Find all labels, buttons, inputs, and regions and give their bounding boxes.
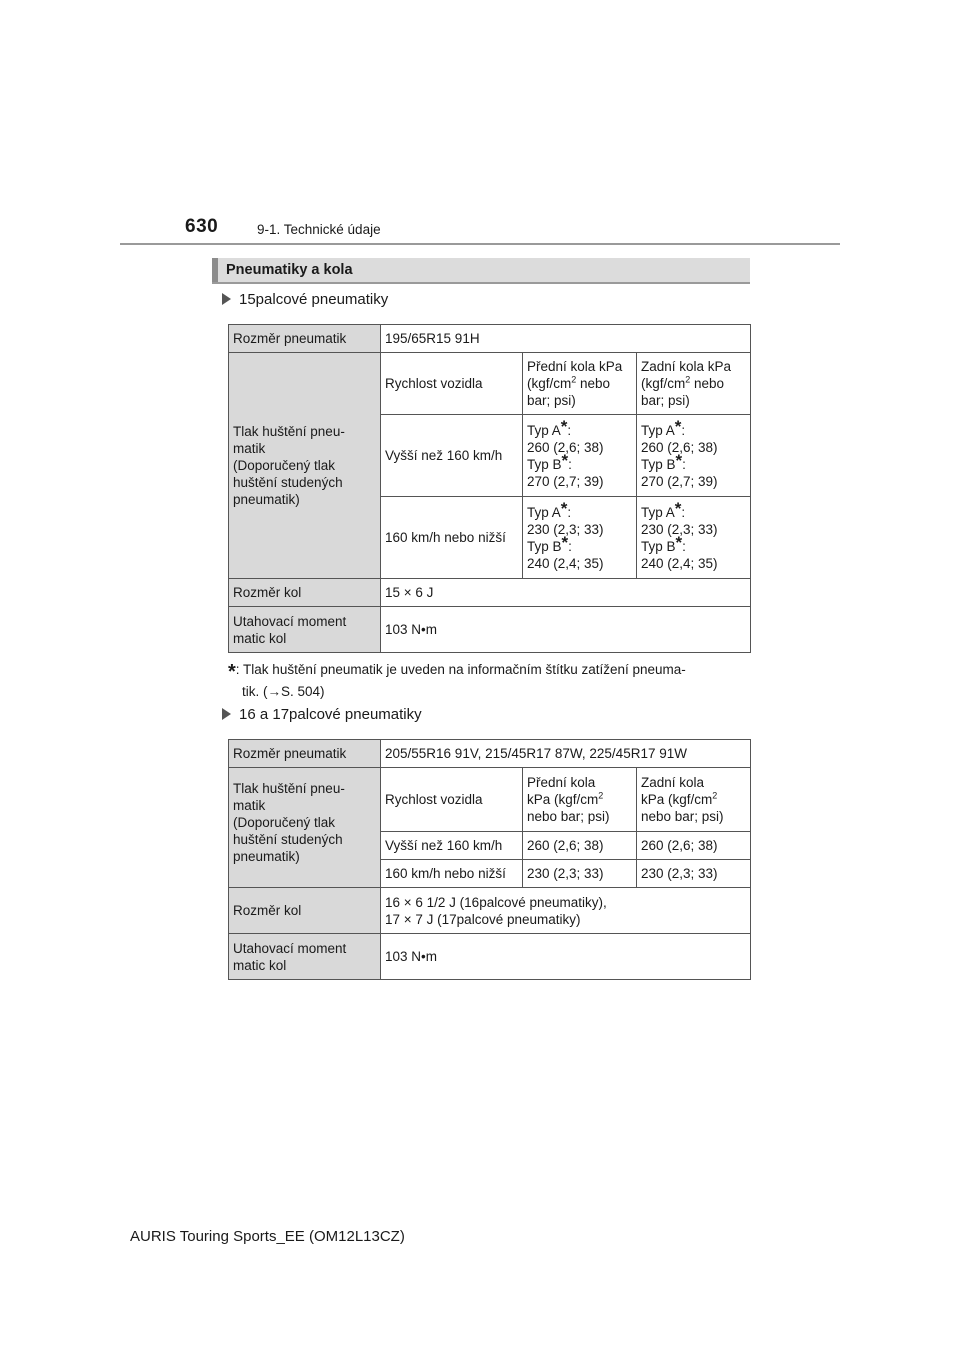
page-number: 630 (185, 216, 219, 237)
table-row (229, 888, 751, 934)
asterisk-mark: * (561, 532, 569, 552)
table-row (229, 353, 751, 415)
asterisk-mark: * (674, 498, 682, 518)
speed-column-header: Rychlost vozidla (381, 353, 523, 415)
header-line: Zadní kola (641, 775, 705, 790)
section-title: Pneumatiky a kola (226, 262, 353, 278)
asterisk-mark: * (561, 450, 569, 470)
header-line (641, 375, 746, 392)
type-label: Typ A (527, 422, 561, 438)
wheel-size-line: 16 × 6 1/2 J (16palcové pneumatiky), (385, 894, 607, 910)
type-label: Typ B (527, 456, 562, 472)
type-label: Typ A (527, 504, 561, 520)
pressure-value: 240 (2,4; 35) (641, 555, 718, 571)
type-label: Typ A (641, 504, 675, 520)
wheel-size-line: 17 × 7 J (17palcové pneumatiky) (385, 911, 581, 927)
footnote-asterisk: * (228, 661, 236, 683)
torque-value: 103 N•m (381, 934, 751, 980)
asterisk-mark: * (560, 498, 568, 518)
rear-low-pressure: 230 (2,3; 33) (637, 860, 751, 888)
header-line: nebo bar; psi) (527, 809, 610, 824)
asterisk-mark: * (674, 416, 682, 436)
superscript: 2 (598, 790, 604, 801)
front-column-header (523, 353, 637, 415)
type-line: Typ B*: (527, 450, 572, 472)
wheel-size-label: Rozměr kol (229, 888, 381, 934)
header-line (527, 375, 632, 392)
header-text: (kgf/cm (527, 376, 572, 391)
triangle-bullet-icon (222, 708, 231, 720)
pressure-value: 240 (2,4; 35) (527, 555, 604, 571)
rear-low-pressure (637, 497, 751, 579)
header-line (527, 791, 632, 808)
wheel-size-value (381, 888, 751, 934)
torque-label (229, 607, 381, 653)
header-line: Přední kola kPa (527, 359, 623, 374)
pressure-label-line: huštění studených (233, 832, 343, 847)
pressure-label-line: matik (233, 798, 266, 813)
wheel-size-label: Rozměr kol (229, 579, 381, 607)
type-label: Typ B (641, 456, 676, 472)
tire-size-value: 195/65R15 91H (381, 325, 751, 353)
header-text: nebo (690, 376, 725, 391)
pressure-label-line: matik (233, 441, 266, 456)
section-accent (212, 258, 218, 282)
header-line: Zadní kola kPa (641, 359, 732, 374)
speed-column-header: Rychlost vozidla (381, 768, 523, 832)
front-low-pressure: 230 (2,3; 33) (523, 860, 637, 888)
type-line: Typ A*: (527, 416, 572, 438)
speed-high: Vyšší než 160 km/h (381, 415, 523, 497)
front-high-pressure: 260 (2,6; 38) (523, 832, 637, 860)
pressure-label-line: Tlak huštění pneu- (233, 424, 345, 439)
table-row (229, 768, 751, 832)
pressure-value: 260 (2,6; 38) (641, 439, 718, 455)
table-row (229, 740, 751, 768)
pressure-label-line: huštění studených (233, 475, 343, 490)
footnote (228, 660, 758, 702)
tire-size-label: Rozměr pneumatik (229, 740, 381, 768)
type-label: Typ A (641, 422, 675, 438)
header-line: nebo bar; psi) (641, 809, 724, 824)
header-line: bar; psi) (527, 393, 576, 408)
type-line: Typ A*: (641, 498, 686, 520)
pressure-label-line: (Doporučený tlak (233, 815, 336, 830)
speed-high: Vyšší než 160 km/h (381, 832, 523, 860)
tire-size-value: 205/55R16 91V, 215/45R17 87W, 225/45R17 91W (381, 740, 751, 768)
type-line: Typ A*: (641, 416, 686, 438)
speed-low: 160 km/h nebo nižší (381, 497, 523, 579)
type-line: Typ B*: (641, 450, 686, 472)
pressure-value: 230 (2,3; 33) (641, 521, 718, 537)
type-line: Typ B*: (641, 532, 686, 554)
pressure-label-line: Tlak huštění pneu- (233, 781, 345, 796)
tire-size-label: Rozměr pneumatik (229, 325, 381, 353)
rear-column-header (637, 353, 751, 415)
superscript: 2 (571, 374, 577, 385)
triangle-bullet-icon (222, 293, 231, 305)
type-label: Typ B (527, 538, 562, 554)
torque-value: 103 N•m (381, 607, 751, 653)
header-line: Přední kola (527, 775, 596, 790)
asterisk-mark: * (675, 450, 683, 470)
header-line (641, 791, 746, 808)
asterisk-mark: * (675, 532, 683, 552)
header-line: bar; psi) (641, 393, 690, 408)
superscript: 2 (685, 374, 691, 385)
header-text: kPa (kgf/cm (527, 792, 599, 807)
rear-column-header (637, 768, 751, 832)
header-divider (120, 243, 840, 245)
pressure-label (229, 768, 381, 888)
footnote-line: : Tlak huštění pneumatik je uveden na informačním štítku zatížení pneuma- (235, 662, 686, 677)
pressure-label-line: pneumatik) (233, 492, 300, 507)
front-high-pressure (523, 415, 637, 497)
front-low-pressure (523, 497, 637, 579)
speed-low: 160 km/h nebo nižší (381, 860, 523, 888)
type-label: Typ B (641, 538, 676, 554)
rear-high-pressure (637, 415, 751, 497)
table-row (229, 607, 751, 653)
section-title-bar (212, 258, 750, 284)
torque-label-line: Utahovací moment (233, 940, 347, 956)
pressure-label (229, 353, 381, 579)
pressure-label-line: pneumatik) (233, 849, 300, 864)
pressure-value: 230 (2,3; 33) (527, 521, 604, 537)
header-text: kPa (kgf/cm (641, 792, 713, 807)
torque-label-line: matic kol (233, 957, 287, 973)
footnote-reference: tik. (→S. 504) (242, 684, 325, 699)
tire-table-15 (228, 324, 751, 653)
superscript: 2 (712, 790, 718, 801)
asterisk-mark: * (560, 416, 568, 436)
torque-label-line: Utahovací moment (233, 613, 347, 629)
front-column-header (523, 768, 637, 832)
subheading-1617-text: 16 a 17palcové pneumatiky (239, 706, 422, 723)
header-text: nebo (576, 376, 611, 391)
manual-footer: AURIS Touring Sports_EE (OM12L13CZ) (130, 1228, 405, 1245)
section-breadcrumb: 9-1. Technické údaje (257, 222, 381, 237)
torque-label (229, 934, 381, 980)
pressure-value: 260 (2,6; 38) (527, 439, 604, 455)
subheading-1617 (222, 706, 422, 723)
torque-label-line: matic kol (233, 630, 287, 646)
rear-high-pressure: 260 (2,6; 38) (637, 832, 751, 860)
table-row (229, 325, 751, 353)
wheel-size-value: 15 × 6 J (381, 579, 751, 607)
type-line: Typ A*: (527, 498, 572, 520)
pressure-value: 270 (2,7; 39) (527, 473, 604, 489)
tire-table-1617 (228, 739, 751, 980)
subheading-15 (222, 291, 388, 308)
subheading-15-text: 15palcové pneumatiky (239, 291, 389, 308)
type-line: Typ B*: (527, 532, 572, 554)
table-row (229, 579, 751, 607)
pressure-label-line: (Doporučený tlak (233, 458, 336, 473)
pressure-value: 270 (2,7; 39) (641, 473, 718, 489)
header-text: (kgf/cm (641, 376, 686, 391)
table-row (229, 934, 751, 980)
